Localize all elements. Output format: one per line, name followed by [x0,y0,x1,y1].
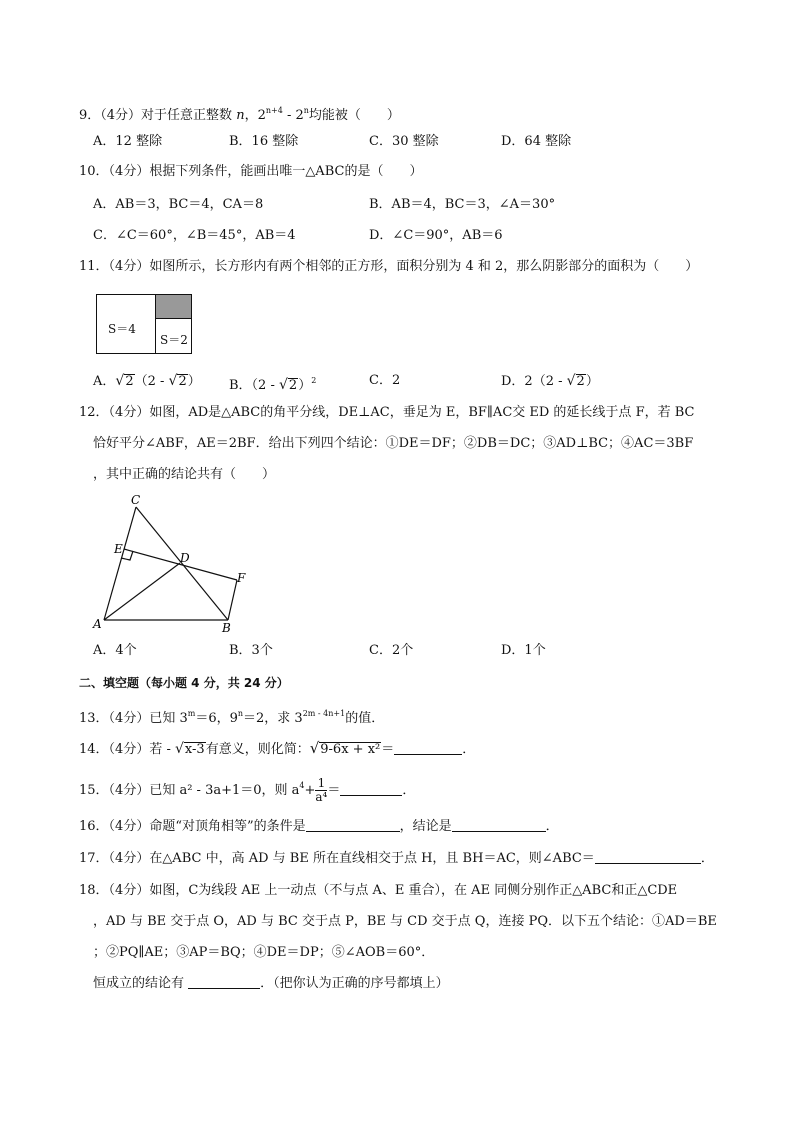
q11-figure [96,294,192,354]
question-12-line-2: 恰好平分∠ABF，AE＝2BF．给出下列四个结论：①DE＝DF；②DB＝DC；③AD⊥BC；④AC＝3BF [93,436,694,451]
segment-bf [228,580,237,620]
answer-blank-14[interactable] [394,741,462,755]
label-b: B [222,621,231,635]
section-heading-fill-in: 二、填空题（每小题 4 分，共 24 分） [79,676,289,690]
q9-option-d[interactable]: D．64 整除 [501,134,572,149]
q11-option-b[interactable]: B．（2 - √2）$^2$ [229,376,317,393]
segment-ac [104,507,136,620]
answer-blank-18[interactable] [188,975,260,989]
label-area-2: S＝2 [160,333,188,347]
shaded-region [156,295,191,319]
question-11: 11．（4分）如图所示，长方形内有两个相邻的正方形，面积分别为 4 和 2，那么阴影部分的面积为（ ） [79,259,699,274]
question-10: 10．（4分）根据下列条件，能画出唯一△ABC的是（ ） [79,164,423,179]
q11-option-d[interactable]: D．2（2 - √2） [501,373,599,389]
q12-triangle-figure [90,490,260,635]
label-a: A [93,617,102,631]
q12-option-d[interactable]: D．1个 [501,643,546,658]
answer-blank-16-condition[interactable] [306,818,400,832]
question-15: 15．（4分）已知 a² - 3a+1＝0，则 $a^4+$ $\frac{1}{\text{a⁴}}$ ＝ ． [79,776,416,804]
question-12-line-3: ，其中正确的结论共有（ ） [93,467,276,482]
label-c: C [131,493,141,507]
question-12-line-1: 12．（4分）如图，AD是△ABC的角平分线，DE⊥AC，垂足为 E，BF∥AC交 ED 的延长线于点 F，若 BC [79,405,695,420]
question-13: 13．（4分）已知 $3^m=6$，$9^n=2$，求 $3^{2m - 4n+1}$的值． [79,709,385,726]
q11-option-c[interactable]: C．2 [369,373,401,388]
q12-option-c[interactable]: C．2个 [369,643,414,658]
q9-option-a[interactable]: A．12 整除 [93,134,163,149]
q12-option-a[interactable]: A．4个 [93,643,137,658]
fraction: $\frac{1}{\text{a⁴}}$ [315,776,328,804]
label-e: E [114,542,123,556]
question-9: 9．（4分）对于任意正整数 n，$2^{n+4} - 2^n$均能被（ ） [79,106,400,123]
question-18-line-1: 18．（4分）如图，C为线段 AE 上一动点（不与点 A、E 重合），在 AE 同侧分别作正△ABC和正△CDE [79,883,678,898]
segment-ad [104,563,180,620]
question-18-line-4: 恒成立的结论有 ．（把你认为正确的序号都填上） [93,976,449,991]
q10-option-d[interactable]: D．∠C＝90°，AB＝6 [369,228,503,243]
q10-option-a[interactable]: A．AB＝3，BC＝4，CA＝8 [93,197,264,212]
q9-option-b[interactable]: B．16 整除 [229,134,299,149]
label-area-4: S＝4 [108,322,136,336]
q10-option-b[interactable]: B．AB＝4，BC＝3，∠A＝30° [369,197,556,212]
q10-option-c[interactable]: C．∠C＝60°，∠B＝45°，AB＝4 [93,228,296,243]
label-d: D [180,551,190,565]
question-16: 16．（4分）命题“对顶角相等”的条件是 ，结论是 ． [79,819,559,834]
q12-option-b[interactable]: B．3个 [229,643,273,658]
answer-blank-17[interactable] [595,850,701,864]
answer-blank-16-conclusion[interactable] [452,818,546,832]
question-17: 17．（4分）在△ABC 中，高 AD 与 BE 所在直线相交于点 H，且 BH＝AC，则∠ABC＝ ． [79,851,714,866]
q9-option-c[interactable]: C．30 整除 [369,134,439,149]
q11-option-a[interactable]: A．√2（2 - √2） [93,373,201,389]
question-18-line-2: ，AD 与 BE 交于点 O，AD 与 BC 交于点 P，BE 与 CD 交于点 Q，连接 PQ．以下五个结论：①AD＝BE [93,914,717,929]
answer-blank-15[interactable] [340,782,402,796]
label-f: F [237,571,246,585]
question-14: 14．（4分）若 - √x-3有意义，则化简：√9-6x + x²＝ ． [79,739,476,757]
question-18-line-3: ；②PQ∥AE；③AP＝BQ；④DE＝DP；⑤∠AOB＝60°． [93,945,435,960]
